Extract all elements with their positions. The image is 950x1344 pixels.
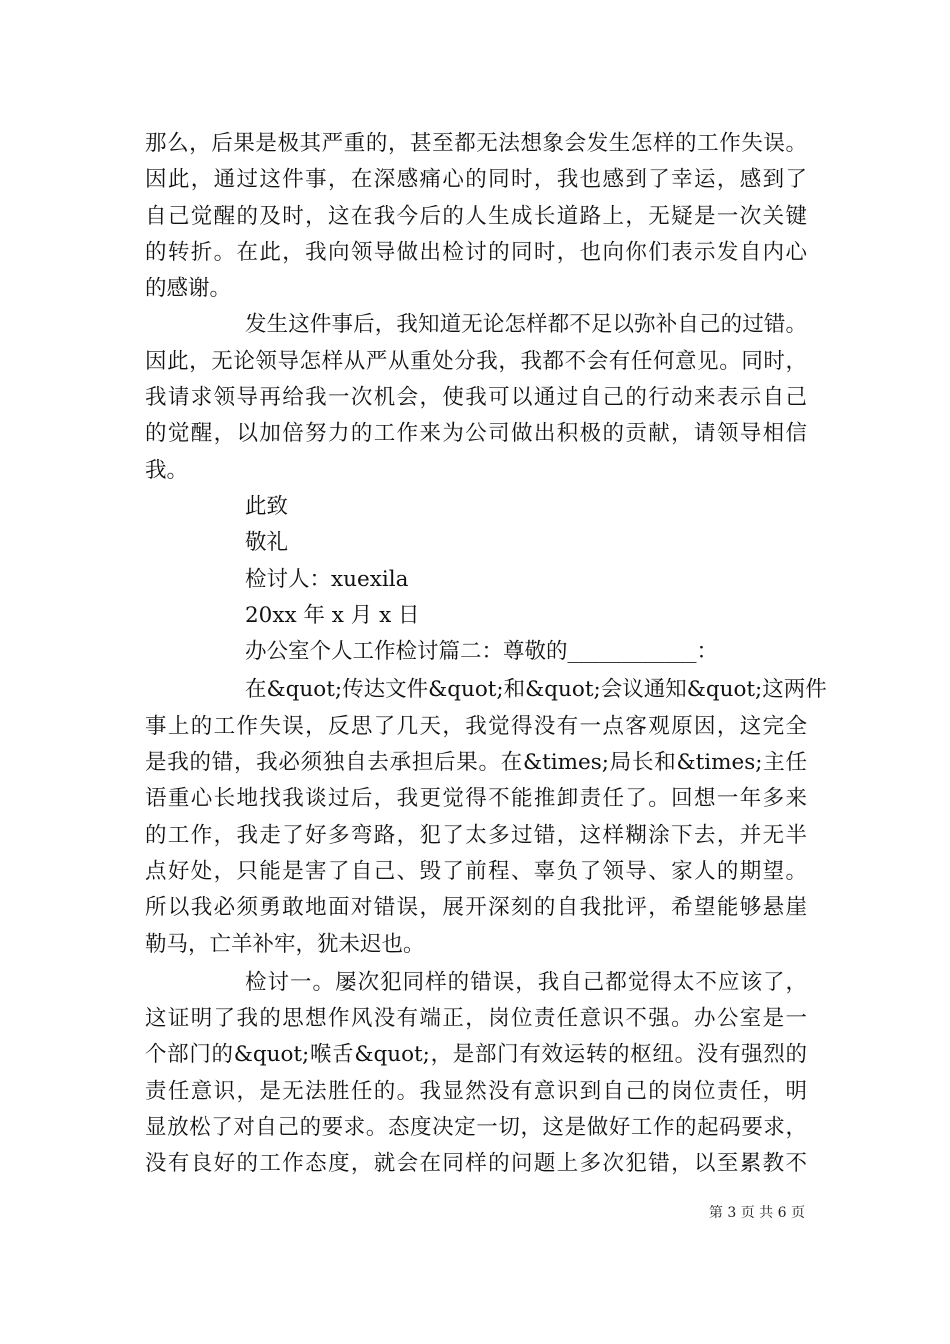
paragraph [145,525,807,561]
paragraph [145,598,807,634]
text-line: 勒马，亡羊补牢，犹未迟也。 [145,931,425,957]
text-line: 20xx 年 x 月 x 日 [245,602,420,628]
text-line: 语重心长地找我谈过后，我更觉得不能推卸责任了。回想一年多来 [145,786,807,812]
paragraph [145,126,807,307]
text-line: 此致 [245,493,289,519]
text-line: 在&quot;传达文件&quot;和&quot;会议通知&quot;这两件 [245,677,827,703]
document-body [145,126,827,1183]
text-line: 的转折。在此，我向领导做出检讨的同时，也向你们表示发自内心 [145,239,807,265]
paragraph [145,965,807,1183]
text-line: 显放松了对自己的要求。态度决定一切，这是做好工作的起码要求， [145,1115,807,1141]
text-line: 敬礼 [245,530,289,556]
text-line: 检讨人：xuexila [245,566,409,592]
text-line: 个部门的&quot;喉舌&quot;，是部门有效运转的枢纽。没有强烈的 [145,1042,807,1068]
text-line: 那么，后果是极其严重的，甚至都无法想象会发生怎样的工作失误。 [145,131,807,156]
text-line: 事上的工作失误，反思了几天，我觉得没有一点客观原因，这完全 [145,713,807,739]
text-line: 是我的错，我必须独自去承担后果。在&times;局长和&times;主任 [145,750,807,776]
text-line: 的感谢。 [145,276,232,302]
text-line: 所以我必须勇敢地面对错误，展开深刻的自我批评，希望能够悬崖 [145,895,807,921]
text-line: 这证明了我的思想作风没有端正，岗位责任意识不强。办公室是一 [145,1006,807,1032]
text-line: 因此，通过这件事，在深感痛心的同时，我也感到了幸运，感到了 [145,167,807,193]
text-line: 因此，无论领导怎样从严从重处分我，我都不会有任何意见。同时， [145,348,807,374]
text-line: 我。 [145,457,189,483]
text-line: 的工作，我走了好多弯路，犯了太多过错，这样糊涂下去，并无半 [145,822,807,848]
text-line: 办公室个人工作检讨篇二：尊敬的____________： [245,639,719,665]
text-line: 责任意识，是无法胜任的。我显然没有意识到自己的岗位责任，明 [145,1078,807,1104]
paragraph [145,307,807,488]
text-line: 自己觉醒的及时，这在我今后的人生成长道路上，无疑是一次关键 [145,203,807,229]
paragraph [145,672,827,962]
text-line: 检讨一。屡次犯同样的错误，我自己都觉得太不应该了， [245,969,807,995]
page-number: 第 3 页 共 6 页 [708,1205,805,1221]
paragraph [145,634,807,670]
text-line: 发生这件事后，我知道无论怎样都不足以弥补自己的过错。 [245,312,807,338]
paragraph [145,562,807,598]
paragraph [145,489,807,525]
text-line: 我请求领导再给我一次机会，使我可以通过自己的行动来表示自己 [145,385,807,411]
text-line: 没有良好的工作态度，就会在同样的问题上多次犯错，以至累教不 [145,1151,807,1177]
text-line: 点好处，只能是害了自己、毁了前程、辜负了领导、家人的期望。 [145,858,807,884]
text-line: 的觉醒，以加倍努力的工作来为公司做出积极的贡献，请领导相信 [145,421,807,447]
